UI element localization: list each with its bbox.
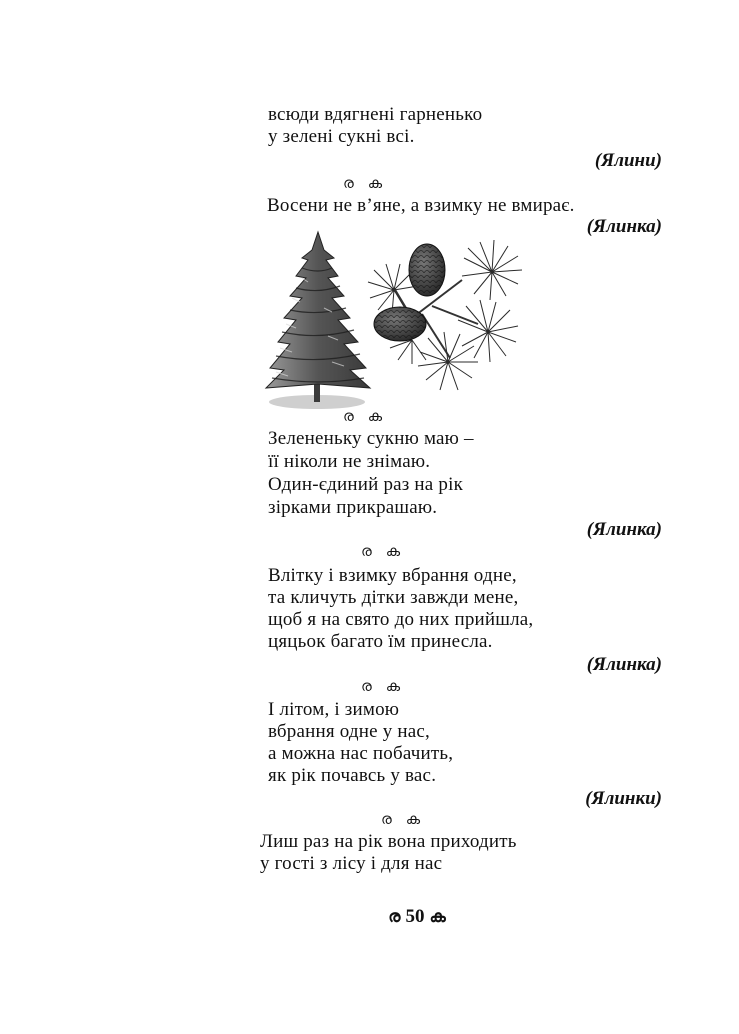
separator-2 (336, 409, 389, 425)
riddle-5-line-2: вбрання одне у нас, (268, 721, 430, 742)
page-number (362, 906, 472, 928)
separator-right-icon: ക (405, 812, 421, 828)
riddle-5-line-3: а можна нас побачить, (268, 743, 454, 764)
riddle-3-line-3: Один-єдиний раз на рік (268, 474, 463, 495)
separator-left-icon: ര (343, 176, 354, 192)
riddle-1-answer: (Ялини) (594, 150, 662, 171)
riddle-5-line-1: І літом, і зимою (268, 699, 400, 720)
separator-5 (374, 812, 427, 828)
fir-tree-and-cones-illustration (262, 228, 524, 412)
riddle-4-line-3: щоб я на свято до них прийшла, (268, 609, 534, 630)
riddle-4-line-1: Влітку і взимку вбрання одне, (268, 565, 517, 586)
footer-right-ornament-icon: ക (429, 907, 446, 926)
riddle-3-line-1: Зелененьку сукню маю – (268, 428, 474, 449)
fir-tree-icon (266, 232, 370, 409)
separator-right-icon: ക (385, 544, 401, 560)
riddle-6-line-1: Лиш раз на рік вона приходить (260, 831, 517, 852)
separator-1 (336, 176, 389, 192)
separator-right-icon: ക (367, 176, 383, 192)
page-number-value: 50 (405, 906, 425, 927)
riddle-4-line-2: та кличуть дітки завжди мене, (268, 587, 519, 608)
separator-4 (354, 679, 407, 695)
riddle-1-line-2: у зелені сукні всі. (268, 126, 415, 147)
separator-left-icon: ര (361, 679, 372, 695)
separator-left-icon: ര (381, 812, 392, 828)
riddle-5-line-4: як рік почавсь у вас. (268, 765, 437, 786)
footer-left-ornament-icon: ര (388, 907, 401, 926)
riddle-5-answer: (Ялинки) (585, 788, 662, 809)
separator-right-icon: ക (385, 679, 401, 695)
riddle-1-line-1: всюди вдягнені гарненько (268, 104, 483, 125)
riddle-3-line-4: зірками прикрашаю. (268, 497, 438, 518)
riddle-4-answer: (Ялинка) (586, 654, 662, 675)
separator-left-icon: ര (343, 409, 354, 425)
separator-left-icon: ര (361, 544, 372, 560)
separator-right-icon: ക (367, 409, 383, 425)
riddle-3-answer: (Ялинка) (586, 519, 662, 540)
riddle-4-line-4: цяцьок багато їм принесла. (268, 631, 493, 652)
pine-cones-icon (368, 240, 522, 390)
riddle-6-line-2: у гості з лісу і для нас (260, 853, 443, 874)
riddle-2-answer: (Ялинка) (586, 216, 662, 237)
riddle-3-line-2: її ніколи не знімаю. (268, 451, 431, 472)
riddle-2-line-1: Восени не в’яне, а взимку не вмирає. (267, 195, 575, 216)
separator-3 (354, 544, 407, 560)
